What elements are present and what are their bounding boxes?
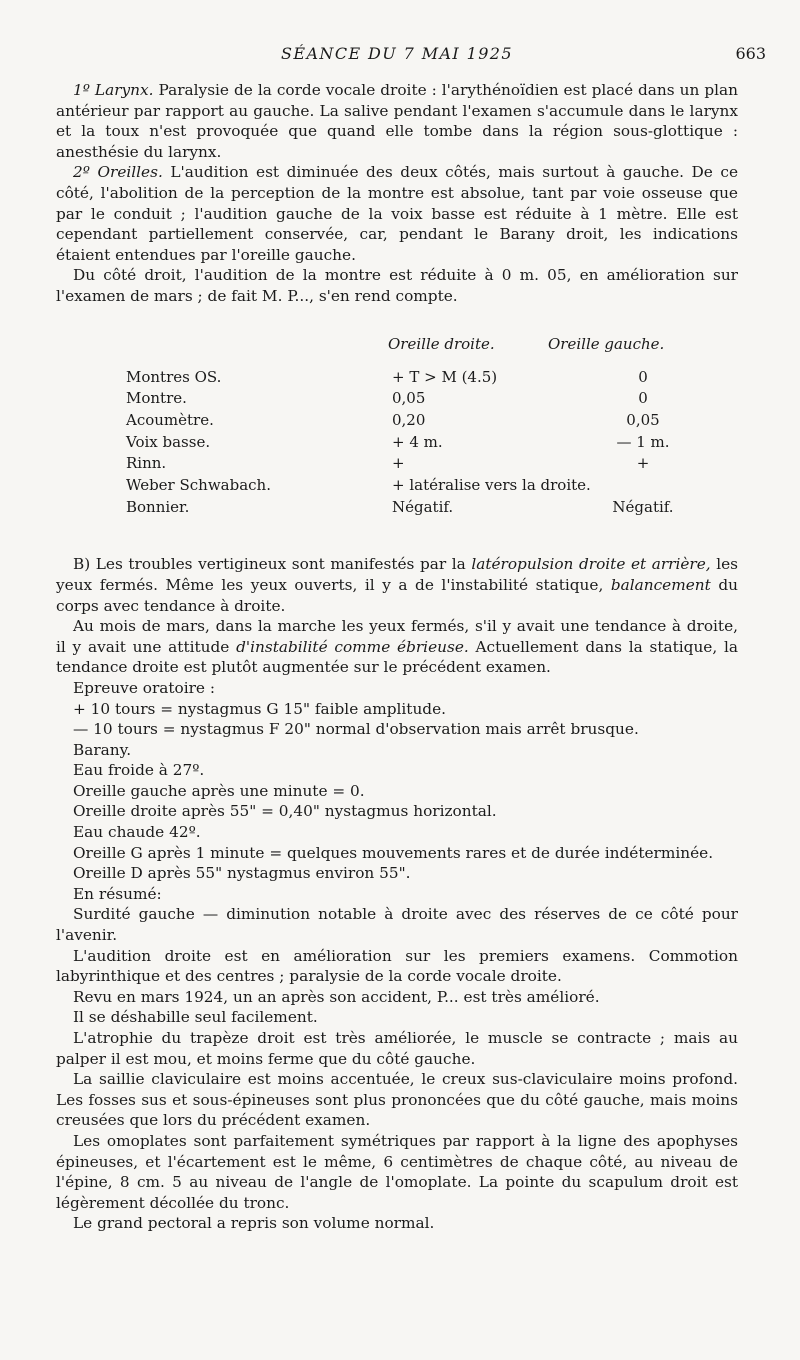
exam-line: Oreille gauche après une minute = 0.	[73, 781, 365, 800]
exam-line: Barany.	[73, 740, 132, 759]
exam-line: Oreille D après 55" nystagmus environ 55".	[73, 864, 411, 883]
table-row	[126, 453, 738, 475]
resume-paragraph: Surdité gauche — diminution notable à droite avec des réserves de ce côté pour l'avenir.	[56, 905, 738, 945]
running-header	[56, 44, 766, 70]
exam-line: Eau chaude 42º.	[73, 823, 201, 842]
larynx-paragraph	[56, 80, 738, 162]
exam-line: En résumé:	[73, 884, 162, 903]
exam-line: + 10 tours = nystagmus G 15" faible amplitude.	[73, 699, 447, 718]
cell-right: + latéralise vers la droite.	[392, 475, 591, 494]
row-label: Bonnier.	[126, 497, 190, 516]
running-title: SÉANCE DU 7 MAI 1925	[281, 44, 513, 63]
mars-text-1: Au mois de mars, dans la marche les yeux fermés, s'il y avait une tendance à droite, il y avait une attitude	[56, 617, 738, 656]
table-row	[126, 410, 738, 432]
oreilles-paragraph	[56, 162, 738, 265]
resume-paragraph: La saillie claviculaire est moins accentuée, le creux sus-claviculaire moins profond. Les fosses sus et sous-épineuses sont plus prononcées que du côté gauche, mais moins creusées que lors du précédent examen.	[56, 1070, 738, 1130]
resume-paragraph: L'audition droite est en amélioration sur les premiers examens. Commotion labyrinthique et des centres ; paralysie de la corde vocale droite.	[56, 946, 738, 986]
troubles-emphasis-1: latéropulsion droite et arrière,	[471, 555, 711, 574]
table-row	[126, 388, 738, 410]
resume-paragraph: Il se déshabille seul facilement.	[73, 1008, 318, 1027]
col-header-left: Oreille gauche.	[548, 334, 665, 353]
cell-right: Négatif.	[392, 497, 454, 516]
resume-paragraph: Revu en mars 1924, un an après son accident, P... est très amélioré.	[73, 987, 600, 1006]
cell-left: 0	[638, 389, 648, 408]
troubles-text-2: les yeux fermés. Même les yeux ouverts, il y a de l'instabilité statique,	[56, 555, 739, 594]
cell-right: 0,05	[392, 389, 426, 408]
cell-left: +	[636, 454, 650, 473]
row-label: Weber Schwabach.	[126, 475, 271, 494]
cell-left: 0,05	[626, 410, 660, 429]
troubles-paragraph	[56, 554, 738, 616]
larynx-text: Paralysie de la corde vocale droite : l'arythénoïdien est placé dans un plan antérieur par rapport au gauche. La salive pendant l'examen s'accumule dans le larynx et la toux n'est provoquée que quand elle tombe dans la région sous-glottique : anesthésie du larynx.	[56, 81, 738, 161]
table-row	[126, 432, 738, 454]
larynx-label: 1º Larynx.	[73, 81, 154, 99]
mars-text-2: Actuellement dans la statique, la tendance droite est plutôt augmentée sur le précédent examen.	[56, 637, 738, 677]
troubles-emphasis-2: balancement	[610, 575, 711, 594]
cell-left: — 1 m.	[616, 432, 670, 451]
row-label: Voix basse.	[126, 432, 211, 451]
droit-paragraph: Du côté droit, l'audition de la montre est réduite à 0 m. 05, en amélioration sur l'examen de mars ; de fait M. P..., s'en rend compte.	[56, 266, 738, 305]
cell-right: +	[392, 454, 405, 473]
exam-line: Oreille G après 1 minute = quelques mouvements rares et de durée indéterminée.	[73, 843, 714, 862]
troubles-text-1: B) Les troubles vertigineux sont manifestés par la	[73, 555, 472, 574]
table-row	[126, 475, 738, 497]
table-row	[126, 497, 738, 519]
resume-paragraph: Le grand pectoral a repris son volume normal.	[73, 1214, 435, 1233]
mars-paragraph	[56, 616, 738, 678]
oreilles-text: L'audition est diminuée des deux côtés, mais surtout à gauche. De ce côté, l'abolition de la perception de la montre est absolue, tant par voie osseuse que par le conduit ; l'audition gauche de la voix basse est réduite à 1 mètre. Elle est cependant partiellement conservée, car, pendant le Barany droit, les indications étaient entendues par l'oreille gauche.	[56, 163, 739, 264]
exam-line: Eau froide à 27º.	[73, 761, 205, 780]
mars-emphasis: d'instabilité comme ébrieuse.	[236, 637, 469, 656]
row-label: Acoumètre.	[126, 410, 214, 429]
table-row	[126, 367, 738, 389]
table-header	[126, 335, 738, 353]
cell-left: 0	[638, 367, 648, 386]
exam-line: — 10 tours = nystagmus F 20" normal d'observation mais arrêt brusque.	[73, 720, 639, 739]
page-number: 663	[735, 44, 766, 63]
cell-right: + 4 m.	[392, 432, 443, 451]
exam-line: Epreuve oratoire :	[73, 678, 216, 697]
cell-right: 0,20	[392, 410, 426, 429]
row-label: Rinn.	[126, 454, 167, 473]
cell-right: + T > M (4.5)	[392, 367, 498, 386]
cell-left: Négatif.	[612, 497, 674, 516]
exam-line: Oreille droite après 55" = 0,40" nystagmus horizontal.	[73, 802, 497, 821]
resume-paragraph: Les omoplates sont parfaitement symétriques par rapport à la ligne des apophyses épineuses, et l'écartement est le même, 6 centimètres de chaque côté, au niveau de l'épine, 8 cm. 5 au niveau de l'angle de l'omoplate. La pointe du scapulum droit est légèrement décollée du tronc.	[56, 1131, 738, 1212]
oreilles-label: 2º Oreilles.	[73, 163, 163, 182]
resume-paragraph: L'atrophie du trapèze droit est très améliorée, le muscle se contracte ; mais au palper il est mou, et moins ferme que du côté gauche.	[56, 1029, 738, 1068]
troubles-text-3: du corps avec tendance à droite.	[56, 575, 738, 615]
col-header-right: Oreille droite.	[388, 334, 495, 353]
hearing-table	[126, 335, 738, 519]
row-label: Montre.	[126, 389, 187, 408]
row-label: Montres OS.	[126, 367, 222, 386]
